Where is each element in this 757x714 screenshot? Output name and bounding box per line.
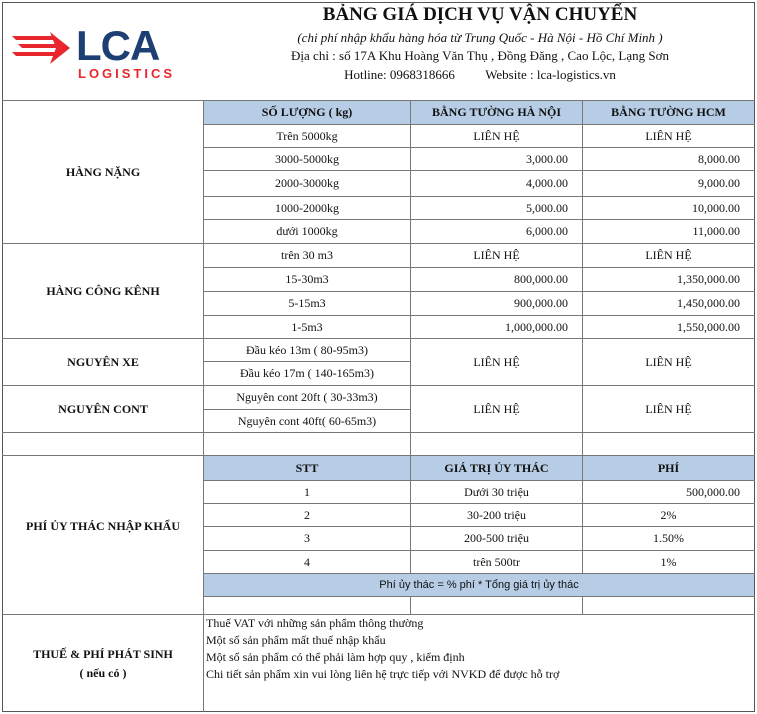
taxes-label-note: ( nếu có ) bbox=[79, 665, 127, 680]
table-cell: 1-5m3 bbox=[291, 319, 323, 334]
col-header-trust-value: GIÁ TRỊ ỦY THÁC bbox=[411, 456, 582, 480]
tax-note-line: Một số sản phẩm mất thuế nhập khẩu bbox=[206, 633, 386, 647]
table-cell: LIÊN HỆ bbox=[473, 401, 520, 416]
table-cell: 11,000.00 bbox=[692, 224, 740, 238]
category-bulky: HÀNG CÔNG KÊNH bbox=[46, 283, 160, 298]
table-cell: Trên 5000kg bbox=[276, 128, 338, 143]
table-cell: 3000-5000kg bbox=[275, 151, 339, 166]
table-cell: 3,000.00 bbox=[526, 151, 568, 166]
table-cell: LIÊN HỆ bbox=[645, 354, 692, 369]
company-address: Địa chỉ : số 17A Khu Hoàng Văn Thụ , Đồng Đăng , Cao Lộc, Lạng Sơn bbox=[291, 48, 669, 63]
wing-arrow-icon bbox=[10, 30, 70, 70]
table-cell: LIÊN HỆ bbox=[645, 128, 692, 143]
table-cell: 4,000.00 bbox=[526, 176, 568, 190]
col-header-quantity: SỐ LƯỢNG ( kg) bbox=[204, 101, 410, 124]
trust-fee-formula: Phí ủy thác = % phí * Tổng giá trị ủy thác bbox=[204, 574, 754, 596]
category-taxes bbox=[3, 615, 203, 712]
col-header-hanoi: BẰNG TƯỜNG HÀ NỘI bbox=[411, 101, 582, 124]
table-cell: LIÊN HỆ bbox=[645, 401, 692, 416]
table-cell: 2000-3000kg bbox=[275, 176, 339, 190]
lca-logo bbox=[10, 22, 180, 84]
website-link[interactable]: Website : lca-logistics.vn bbox=[485, 67, 616, 82]
table-cell: 2% bbox=[660, 507, 677, 522]
table-cell: Đầu kéo 17m ( 140-165m3) bbox=[240, 366, 374, 380]
category-container: NGUYÊN CONT bbox=[58, 401, 148, 416]
table-cell: LIÊN HỆ bbox=[645, 248, 692, 262]
logo-tagline: LOGISTICS bbox=[78, 66, 176, 81]
table-cell: 1,450,000.00 bbox=[677, 296, 740, 310]
table-cell: 1,000,000.00 bbox=[505, 319, 568, 334]
table-cell: 1% bbox=[660, 554, 677, 569]
table-cell: 10,000.00 bbox=[692, 200, 740, 215]
table-cell: trên 500tr bbox=[473, 554, 520, 569]
page-subtitle: (chi phí nhập khẩu hàng hóa từ Trung Quốc - Hà Nội - Hồ Chí Minh ) bbox=[297, 30, 663, 45]
col-header-hcm: BẰNG TƯỜNG HCM bbox=[583, 101, 754, 124]
table-cell: dưới 1000kg bbox=[276, 224, 338, 238]
table-cell: 5-15m3 bbox=[288, 296, 326, 310]
table-cell: 1,350,000.00 bbox=[677, 272, 740, 286]
table-cell: Nguyên cont 20ft ( 30-33m3) bbox=[236, 390, 378, 404]
table-cell: 6,000.00 bbox=[526, 224, 568, 238]
tax-note-line: Thuế VAT với những sản phẩm thông thường bbox=[206, 616, 424, 630]
table-cell: 3 bbox=[304, 531, 310, 545]
page-title: BẢNG GIÁ DỊCH VỤ VẬN CHUYỂN bbox=[322, 4, 638, 25]
table-cell: 2 bbox=[304, 507, 310, 522]
contact-line bbox=[200, 67, 757, 83]
table-cell: Đầu kéo 13m ( 80-95m3) bbox=[246, 342, 368, 357]
table-cell: 900,000.00 bbox=[514, 296, 568, 310]
table-cell: 5,000.00 bbox=[526, 200, 568, 215]
table-cell: Nguyên cont 40ft( 60-65m3) bbox=[237, 413, 377, 428]
category-heavy: HÀNG NẶNG bbox=[65, 164, 141, 179]
taxes-label: THUẾ & PHÍ PHÁT SINH bbox=[33, 646, 173, 661]
logo-brand: LCA bbox=[76, 22, 160, 69]
table-cell: Dưới 30 triệu bbox=[464, 484, 529, 499]
hotline: Hotline: 0968318666 bbox=[344, 67, 455, 82]
table-cell: LIÊN HỆ bbox=[473, 128, 520, 143]
table-cell: 1 bbox=[304, 484, 310, 499]
table-cell: 30-200 triệu bbox=[467, 507, 526, 522]
col-header-fee: PHÍ bbox=[583, 456, 754, 480]
category-truck: NGUYÊN XE bbox=[67, 354, 139, 369]
table-cell: 15-30m3 bbox=[285, 272, 329, 286]
table-cell: LIÊN HỆ bbox=[473, 248, 520, 262]
table-cell: 1.50% bbox=[653, 531, 684, 545]
col-header-stt: STT bbox=[204, 456, 410, 480]
table-cell: 4 bbox=[304, 554, 310, 569]
table-cell: 1,550,000.00 bbox=[677, 319, 740, 334]
table-cell: 200-500 triệu bbox=[464, 531, 529, 545]
table-cell: 800,000.00 bbox=[514, 272, 568, 286]
tax-note-line: Chi tiết sản phẩm xin vui lòng liên hệ trực tiếp với NVKD để được hỗ trợ bbox=[206, 667, 560, 681]
table-cell: 500,000.00 bbox=[686, 484, 740, 499]
table-cell: 1000-2000kg bbox=[275, 200, 339, 215]
tax-note-line: Một số sản phẩm có thể phải làm hợp quy , kiểm định bbox=[206, 650, 465, 664]
category-trust-fee: PHÍ ỦY THÁC NHẬP KHẨU bbox=[25, 518, 180, 533]
table-cell: 9,000.00 bbox=[698, 176, 740, 190]
table-cell: 8,000.00 bbox=[698, 151, 740, 166]
table-cell: trên 30 m3 bbox=[281, 248, 333, 262]
table-cell: LIÊN HỆ bbox=[473, 354, 520, 369]
